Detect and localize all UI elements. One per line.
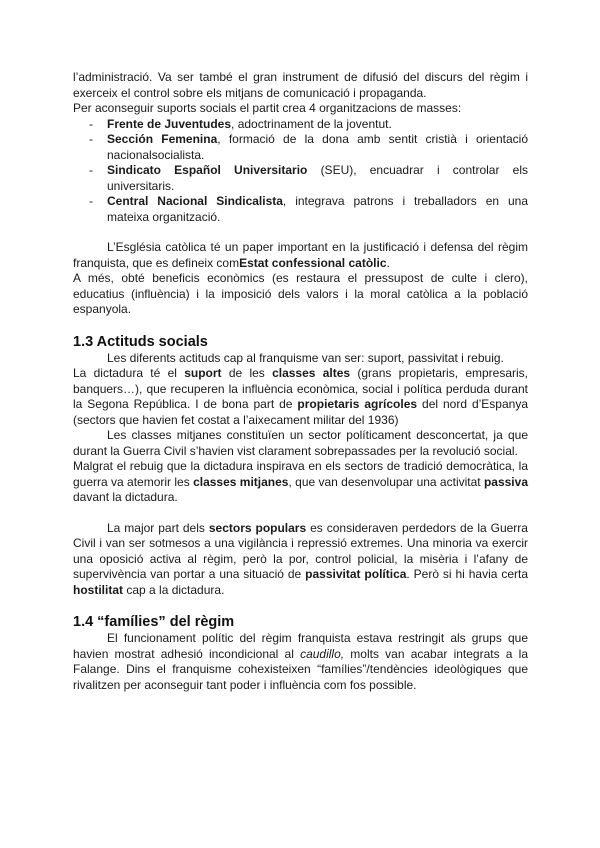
bold-term: hostilitat xyxy=(73,582,123,597)
bold-term: classes altes xyxy=(272,366,351,380)
org-description: , adoctrinament de la joventut. xyxy=(231,116,392,131)
organizations-list xyxy=(73,117,528,226)
section-heading: 1.4 “famílies” del règim xyxy=(73,614,235,630)
paragraph: La dictadura té el suport de les classes altes (grans propietaris, empresaris, banquers…), que recuperen la influència econòmica, social i política perduda durant la Segona República. I de bona part de propietaris agrícoles del nord d’Espanya (sectors que havien fet costat a l’aixecament militar del 1936) xyxy=(73,366,528,427)
org-description: (SEU), encuadrar i controlar els universitaris. xyxy=(107,163,528,193)
list-dash: - xyxy=(89,194,93,208)
bold-term: passivitat política xyxy=(305,567,407,581)
org-name: Sindicato Español Universitario xyxy=(107,163,308,177)
org-description: , integrava patrons i treballadors en una mateixa organització. xyxy=(107,194,528,224)
list-item xyxy=(73,194,528,225)
org-name: Sección Femenina xyxy=(107,132,218,146)
paragraph: La major part dels sectors populars es consideraven perdedors de la Guerra Civil i van ser sotmesos a una vigilància i repressió extremes. Una minoria va exercir una oposició activa al règim, però la por, control policial, la misèria i l’afany de supervivència van portar a una situació de passivitat política. Però si hi havia certa hostilitat cap a la dictadura. xyxy=(73,520,528,597)
org-name: Central Nacional Sindicalista xyxy=(107,194,283,208)
paragraph: L’Església catòlica té un paper important en la justificació i defensa del règim franquista, que es defineix comEstat confessional catòlic. xyxy=(73,240,528,270)
bold-term: passiva xyxy=(483,474,528,489)
list-item xyxy=(73,132,528,163)
bold-term: Estat confessional catòlic xyxy=(239,255,387,270)
bold-term: suport xyxy=(184,366,222,380)
org-name: Frente de Juventudes xyxy=(107,116,232,131)
list-item xyxy=(73,117,528,133)
paragraph: Malgrat el rebuig que la dictadura inspirava en els sectors de tradició democràtica, la guerra va atemorir les classes mitjanes, que van desenvolupar una activitat passiva davant la dictadura. xyxy=(73,459,528,504)
italic-term: caudillo, xyxy=(300,646,345,661)
paragraph: A més, obté beneficis econòmics (es restaura el pressupost de culte i clero), educatius (influència) i la imposició dels valors i la moral catòlica a la població espanyola. xyxy=(73,271,528,316)
org-description: , formació de la dona amb sentit cristià i orientació nacionalsocialista. xyxy=(107,132,529,162)
paragraph: Les classes mitjanes constituïen un sector políticament desconcertat, ja que durant la Guerra Civil s’havien vist clarament sobrepassades per la revolució social. xyxy=(73,428,528,458)
bold-term: sectors populars xyxy=(208,520,307,535)
section-heading: 1.3 Actituds socials xyxy=(73,333,208,350)
paragraph: l’administració. Va ser també el gran instrument de difusió del discurs del règim i exerceix el control sobre els mitjans de comunicació i propaganda. xyxy=(73,70,528,100)
bold-term: propietaris agrícoles xyxy=(297,397,418,411)
list-dash: - xyxy=(89,132,93,146)
list-dash: - xyxy=(89,163,93,177)
bold-term: classes mitjanes xyxy=(193,474,289,489)
paragraph: El funcionament polític del règim franquista estava restringit als grups que havien mostrat adhesió incondicional al caudillo, molts van acabar integrats a la Falange. Dins el franquisme cohexisteixen “famílies”/tendències ideològiques que rivalitzen per aconseguir tant poder i influència com fos possible. xyxy=(73,631,528,692)
list-dash: - xyxy=(89,116,93,131)
paragraph: Les diferents actituds cap al franquisme van ser: suport, passivitat i rebuig. xyxy=(107,350,504,365)
paragraph: Per aconseguir suports socials el partit crea 4 organitzacions de masses: xyxy=(73,101,462,115)
document-body xyxy=(73,70,528,693)
list-item xyxy=(73,163,528,194)
